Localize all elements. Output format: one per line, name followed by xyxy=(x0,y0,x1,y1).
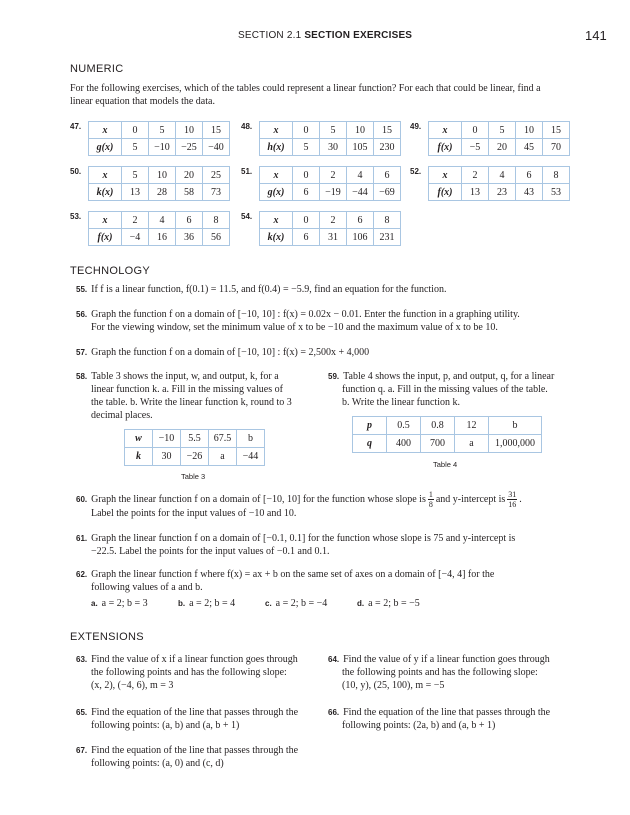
table-cell: 5 xyxy=(149,122,176,139)
table-cell: 45 xyxy=(516,139,543,156)
table-cell: 10 xyxy=(347,122,374,139)
exercise-66-line2: following points: (2a, b) and (a, b + 1) xyxy=(342,720,496,731)
table-cell: 2 xyxy=(320,212,347,229)
exercise-64-line2: the following points and has the following slope: xyxy=(342,667,538,678)
table-cell: 73 xyxy=(203,184,230,201)
table-cell: 23 xyxy=(489,184,516,201)
table-cell: 2 xyxy=(122,212,149,229)
table-cell: 6 xyxy=(374,167,401,184)
exercise-number: 53. xyxy=(70,212,82,221)
table-cell: 105 xyxy=(347,139,374,156)
exercise-64: 64. Find the value of y if a linear function goes through xyxy=(328,654,550,665)
table-cell: 15 xyxy=(374,122,401,139)
table-cell: −19 xyxy=(320,184,347,201)
exercise-63-line3: (x, 2), (−4, 6), m = 3 xyxy=(91,680,174,691)
table-cell: 4 xyxy=(149,212,176,229)
table-cell: 15 xyxy=(203,122,230,139)
table-cell: 12 xyxy=(455,417,489,435)
exercise-62: 62. Graph the linear function f where f(x) = ax + b on the same set of axes on a domain of [−4, 4] for the xyxy=(76,569,495,580)
exercise-number: 50. xyxy=(70,167,82,176)
exercise-58-line2: linear function k. a. Fill in the missing values of xyxy=(91,384,283,395)
table-cell: −5 xyxy=(462,139,489,156)
table-cell: 30 xyxy=(320,139,347,156)
table-cell: 231 xyxy=(374,229,401,246)
table-cell: b xyxy=(237,430,265,448)
table-cell: 20 xyxy=(176,167,203,184)
table-cell: 30 xyxy=(153,448,181,466)
table-cell: −40 xyxy=(203,139,230,156)
table-cell: 4 xyxy=(489,167,516,184)
table-row xyxy=(89,122,230,139)
exercise-number: 47. xyxy=(70,122,82,131)
table-row xyxy=(429,139,570,156)
table-cell: 16 xyxy=(149,229,176,246)
row-label: f(x) xyxy=(429,184,462,201)
exercise-number: 49. xyxy=(410,122,422,131)
row-label: x xyxy=(89,212,122,229)
exercise-58: 58. Table 3 shows the input, w, and output, k, for a xyxy=(76,371,279,382)
table-cell: 400 xyxy=(387,435,421,453)
row-label: h(x) xyxy=(260,139,293,156)
table-cell: 5.5 xyxy=(181,430,209,448)
table-row xyxy=(353,435,542,453)
exercise-57: 57. Graph the function f on a domain of [−10, 10] : f(x) = 2,500x + 4,000 xyxy=(76,347,370,358)
section-label xyxy=(238,30,412,41)
table-cell: −44 xyxy=(347,184,374,201)
exercise-62-option-d: d. a = 2; b = −5 xyxy=(357,598,420,609)
row-label: x xyxy=(89,167,122,184)
table-row xyxy=(89,167,230,184)
table-row xyxy=(353,417,542,435)
table-row xyxy=(260,167,401,184)
row-label: x xyxy=(260,167,293,184)
row-label: x xyxy=(429,122,462,139)
table-row xyxy=(125,448,265,466)
table-cell: 28 xyxy=(149,184,176,201)
exercise-62-option-c: c. a = 2; b = −4 xyxy=(265,598,328,609)
table-cell: −26 xyxy=(181,448,209,466)
table-row xyxy=(89,184,230,201)
exercise-67: 67. Find the equation of the line that passes through the xyxy=(76,745,299,756)
row-label: k xyxy=(125,448,153,466)
table-cell: a xyxy=(455,435,489,453)
exercise-65: 65. Find the equation of the line that passes through the xyxy=(76,707,299,718)
exercise-59-line2: function q. a. Fill in the missing values of the table. xyxy=(342,384,548,395)
table-cell: a xyxy=(209,448,237,466)
table-row xyxy=(260,122,401,139)
exercise-55: 55. If f is a linear function, f(0.1) = 11.5, and f(0.4) = −5.9, find an equation for the function. xyxy=(76,284,447,295)
table-cell: −10 xyxy=(153,430,181,448)
table-cell: 31 xyxy=(320,229,347,246)
exercise-62-line2: following values of a and b. xyxy=(91,582,203,593)
value-table xyxy=(88,121,230,156)
table-row xyxy=(429,184,570,201)
table-cell: 13 xyxy=(122,184,149,201)
table-cell: 0 xyxy=(462,122,489,139)
row-label: x xyxy=(429,167,462,184)
exercise-62-option-a: a. a = 2; b = 3 xyxy=(91,598,148,609)
table-cell: 43 xyxy=(516,184,543,201)
exercise-58-line3: the table. b. Write the linear function k, round to 3 xyxy=(91,397,292,408)
table-cell: 53 xyxy=(543,184,570,201)
table-row xyxy=(260,212,401,229)
table-cell: 36 xyxy=(176,229,203,246)
table-cell: 10 xyxy=(516,122,543,139)
row-label: g(x) xyxy=(260,184,293,201)
table-cell: 5 xyxy=(122,167,149,184)
numeric-intro-line1: For the following exercises, which of the tables could represent a linear function? For each that could be linear, find a xyxy=(70,83,541,94)
table-cell: 0.8 xyxy=(421,417,455,435)
row-label: f(x) xyxy=(429,139,462,156)
table-cell: 5 xyxy=(122,139,149,156)
page-number: 141 xyxy=(585,28,607,43)
exercise-62-option-b: b. a = 2; b = 4 xyxy=(178,598,236,609)
row-label: x xyxy=(260,212,293,229)
exercise-number: 52. xyxy=(410,167,422,176)
table-cell: 8 xyxy=(543,167,570,184)
table-cell: 700 xyxy=(421,435,455,453)
section-title: SECTION EXERCISES xyxy=(304,30,413,41)
exercise-number: 48. xyxy=(241,122,253,131)
exercise-65-line2: following points: (a, b) and (a, b + 1) xyxy=(91,720,240,731)
table-cell: −10 xyxy=(149,139,176,156)
table-cell: 230 xyxy=(374,139,401,156)
table-row xyxy=(260,229,401,246)
exercise-64-line3: (10, y), (25, 100), m = −5 xyxy=(342,680,445,691)
table-cell: 1,000,000 xyxy=(489,435,542,453)
value-table xyxy=(428,121,570,156)
exercise-number: 54. xyxy=(241,212,253,221)
table-cell: 6 xyxy=(516,167,543,184)
exercise-63: 63. Find the value of x if a linear function goes through xyxy=(76,654,298,665)
slope-fraction: $\frac{1}{8}$ xyxy=(428,490,433,509)
row-label: g(x) xyxy=(89,139,122,156)
table-row xyxy=(125,430,265,448)
table-row xyxy=(260,184,401,201)
table-cell: 58 xyxy=(176,184,203,201)
exercise-61-line2: −22.5. Label the points for the input values of −0.1 and 0.1. xyxy=(91,546,330,557)
exercise-67-line2: following points: (a, 0) and (c, d) xyxy=(91,758,224,769)
table-cell: 20 xyxy=(489,139,516,156)
table-cell: 6 xyxy=(293,184,320,201)
table-cell: 6 xyxy=(293,229,320,246)
exercise-61: 61. Graph the linear function f on a domain of [−0.1, 0.1] for the function whose slope is 75 and y-intercept is xyxy=(76,533,516,544)
table-cell: 4 xyxy=(347,167,374,184)
row-label: w xyxy=(125,430,153,448)
exercise-66: 66. Find the equation of the line that passes through the xyxy=(328,707,551,718)
value-table xyxy=(88,166,230,201)
table-cell: 0.5 xyxy=(387,417,421,435)
value-table xyxy=(124,429,265,466)
table-cell: 8 xyxy=(374,212,401,229)
table-cell: 106 xyxy=(347,229,374,246)
table-cell: −69 xyxy=(374,184,401,201)
exercise-56-line2: For the viewing window, set the minimum value of x to be −10 and the maximum value of x to be 10. xyxy=(91,322,498,333)
table-cell: −44 xyxy=(237,448,265,466)
table-cell: 10 xyxy=(149,167,176,184)
table-cell: 5 xyxy=(489,122,516,139)
exercise-59-line3: b. Write the linear function k. xyxy=(342,397,460,408)
row-label: k(x) xyxy=(89,184,122,201)
table-cell: 10 xyxy=(176,122,203,139)
row-label: f(x) xyxy=(89,229,122,246)
table-cell: 5 xyxy=(293,139,320,156)
table-row xyxy=(89,139,230,156)
table-cell: 70 xyxy=(543,139,570,156)
row-label: q xyxy=(353,435,387,453)
row-label: x xyxy=(260,122,293,139)
value-table xyxy=(428,166,570,201)
table-cell: 6 xyxy=(176,212,203,229)
table-cell: 0 xyxy=(293,212,320,229)
exercise-59: 59. Table 4 shows the input, p, and output, q, for a linear xyxy=(328,371,555,382)
table-cell: 2 xyxy=(462,167,489,184)
table-cell: 13 xyxy=(462,184,489,201)
table-cell: 8 xyxy=(203,212,230,229)
table-cell: 0 xyxy=(293,167,320,184)
intercept-fraction: $\frac{31}{16}$ xyxy=(508,490,517,509)
table-cell: 6 xyxy=(347,212,374,229)
table-cell: 25 xyxy=(203,167,230,184)
exercise-60-line2: Label the points for the input values of −10 and 10. xyxy=(91,508,297,519)
extensions-heading: EXTENSIONS xyxy=(70,631,144,643)
table-row xyxy=(429,167,570,184)
table-cell: 0 xyxy=(122,122,149,139)
table-row xyxy=(260,139,401,156)
table-cell: 67.5 xyxy=(209,430,237,448)
exercise-63-line2: the following points and has the following slope: xyxy=(91,667,287,678)
table-cell: 15 xyxy=(543,122,570,139)
value-table xyxy=(88,211,230,246)
table-row xyxy=(89,212,230,229)
table-cell: 56 xyxy=(203,229,230,246)
exercise-number: 51. xyxy=(241,167,253,176)
table-4-caption: Table 4 xyxy=(433,460,458,469)
row-label: k(x) xyxy=(260,229,293,246)
value-table xyxy=(259,121,401,156)
row-label: p xyxy=(353,417,387,435)
exercise-56: 56. Graph the function f on a domain of [−10, 10] : f(x) = 0.02x − 0.01. Enter the function in a graphing utility. xyxy=(76,309,520,320)
value-table xyxy=(259,211,401,246)
technology-heading: TECHNOLOGY xyxy=(70,265,151,277)
row-label: x xyxy=(89,122,122,139)
table-cell: −4 xyxy=(122,229,149,246)
section-number: SECTION 2.1 xyxy=(238,30,302,41)
table-cell: 0 xyxy=(293,122,320,139)
table-3-caption: Table 3 xyxy=(181,472,206,481)
table-cell: 2 xyxy=(320,167,347,184)
table-cell: 5 xyxy=(320,122,347,139)
numeric-intro-line2: linear equation that models the data. xyxy=(70,96,215,107)
table-cell: b xyxy=(489,417,542,435)
value-table xyxy=(352,416,542,453)
value-table xyxy=(259,166,401,201)
numeric-heading: NUMERIC xyxy=(70,63,124,75)
table-cell: −25 xyxy=(176,139,203,156)
exercise-58-line4: decimal places. xyxy=(91,410,153,421)
exercise-60: 60. Graph the linear function f on a domain of [−10, 10] for the function whose slope is $\frac{1}{8}$ and y-intercept is $\frac{31}{16}$ . xyxy=(76,490,522,509)
table-row xyxy=(89,229,230,246)
table-row xyxy=(429,122,570,139)
